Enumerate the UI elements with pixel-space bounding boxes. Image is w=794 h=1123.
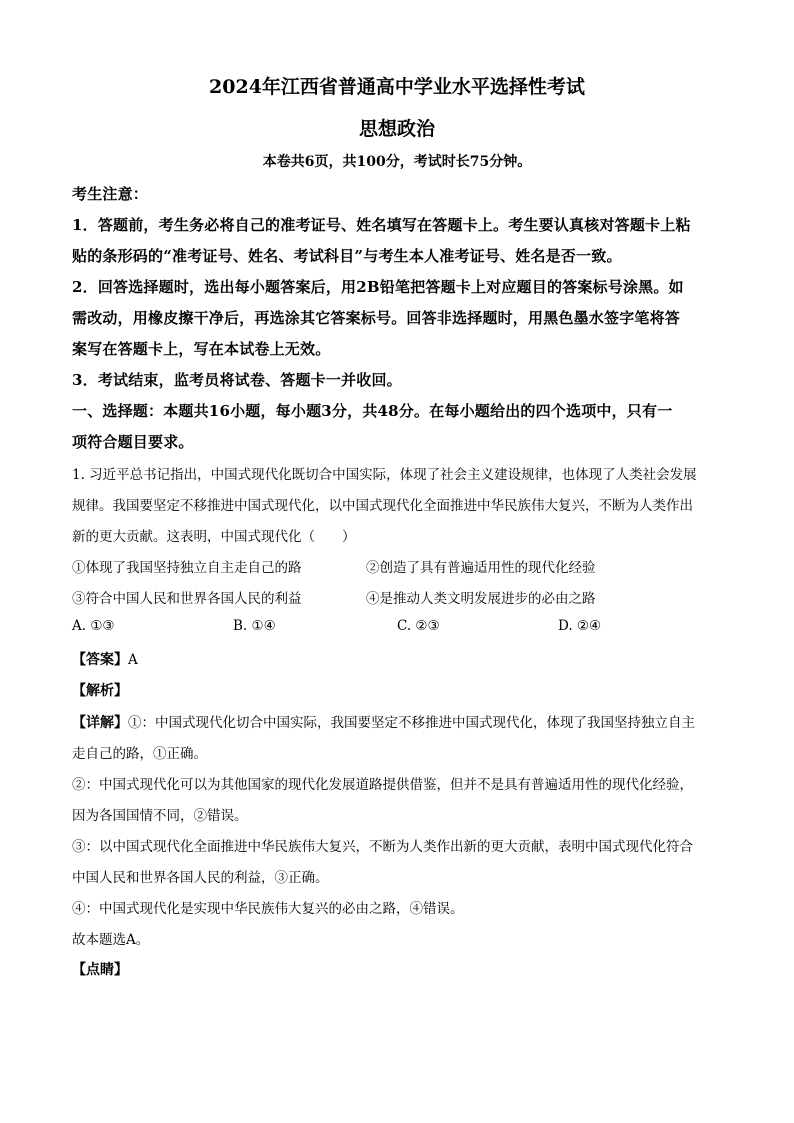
notice-item-2-line-2: 需改动，用橡皮擦干净后，再选涂其它答案标号。回答非选择题时，用黑色墨水签字笔将答 — [72, 309, 681, 327]
detail-line-1 — [72, 711, 724, 732]
statement-4: ④是推动人类文明发展进步的必由之路 — [366, 591, 596, 607]
notice-heading: 考生注意： — [72, 185, 149, 203]
statement-3: ③符合中国人民和世界各国人民的利益 — [72, 591, 302, 607]
section-heading-line-2: 项符合题目要求。 — [72, 433, 194, 451]
answer-value: A — [128, 652, 138, 668]
answer-line — [72, 649, 724, 669]
statement-1: ①体现了我国坚持独立自主走自己的路 — [72, 560, 302, 576]
comment-line — [72, 959, 724, 979]
analysis-label: 【解析】 — [72, 683, 128, 699]
answer-label: 【答案】 — [72, 652, 128, 668]
notice-item-2-line-1: 2．回答选择题时，选出每小题答案后，用2B铅笔把答题卡上对应题目的答案标号涂黑。如 — [72, 278, 684, 296]
analysis-line — [72, 680, 724, 700]
option-d: D. ②④ — [558, 618, 602, 634]
question-1-stem-line-2: 规律。我国要坚定不移推进中国式现代化，以中国式现代化全面推进中华民族伟大复兴，不断为人类作出 — [72, 498, 693, 514]
question-1-stem-line-3: 新的更大贡献。这表明，中国式现代化（ ） — [72, 529, 356, 545]
question-1-stem-line-1: 1. 习近平总书记指出，中国式现代化既切合中国实际，体现了社会主义建设规律，也体现了人类社会发展 — [72, 467, 697, 483]
detail-label: 【详解】 — [72, 715, 128, 731]
option-c: C. ②③ — [397, 618, 440, 634]
detail-line-2: 走自己的路，①正确。 — [72, 746, 207, 762]
notice-item-1-line-1: 1．答题前，考生务必将自己的准考证号、姓名填写在答题卡上。考生要认真核对答题卡上粘 — [72, 216, 691, 234]
detail-line-5: ③：以中国式现代化全面推进中华民族伟大复兴，不断为人类作出新的更大贡献，表明中国式现代化符合 — [72, 839, 693, 855]
option-a: A. ①③ — [72, 618, 115, 634]
notice-item-3: 3．考试结束，监考员将试卷、答题卡一并收回。 — [72, 371, 402, 389]
exam-meta: 本卷共6页，共100分，考试时长75分钟。 — [262, 154, 532, 170]
detail-line-4: 因为各国国情不同，②错误。 — [72, 808, 248, 824]
conclusion-line: 故本题选A。 — [72, 932, 150, 948]
statement-2: ②创造了具有普遍适用性的现代化经验 — [366, 560, 596, 576]
option-b: B. ①④ — [233, 618, 276, 634]
section-heading-line-1: 一、选择题：本题共16小题，每小题3分，共48分。在每小题给出的四个选项中，只有一 — [72, 402, 673, 420]
notice-item-1-line-2: 贴的条形码的“准考证号、姓名、考试科目”与考生本人准考证号、姓名是否一致。 — [72, 247, 622, 265]
notice-item-2-line-3: 案写在答题卡上，写在本试卷上无效。 — [72, 340, 331, 358]
subject-title: 思想政治 — [358, 118, 435, 140]
comment-label: 【点睛】 — [72, 962, 128, 978]
detail-line-3: ②：中国式现代化可以为其他国家的现代化发展道路提供借鉴，但并不是具有普遍适用性的现代化经验， — [72, 777, 693, 793]
detail-line-7: ④：中国式现代化是实现中华民族伟大复兴的必由之路，④错误。 — [72, 901, 464, 917]
detail-text-1: ①：中国式现代化切合中国实际，我国要坚定不移推进中国式现代化，体现了我国坚持独立自主 — [128, 715, 695, 731]
exam-title: 2024年江西省普通高中学业水平选择性考试 — [209, 76, 585, 98]
detail-line-6: 中国人民和世界各国人民的利益，③正确。 — [72, 870, 329, 886]
